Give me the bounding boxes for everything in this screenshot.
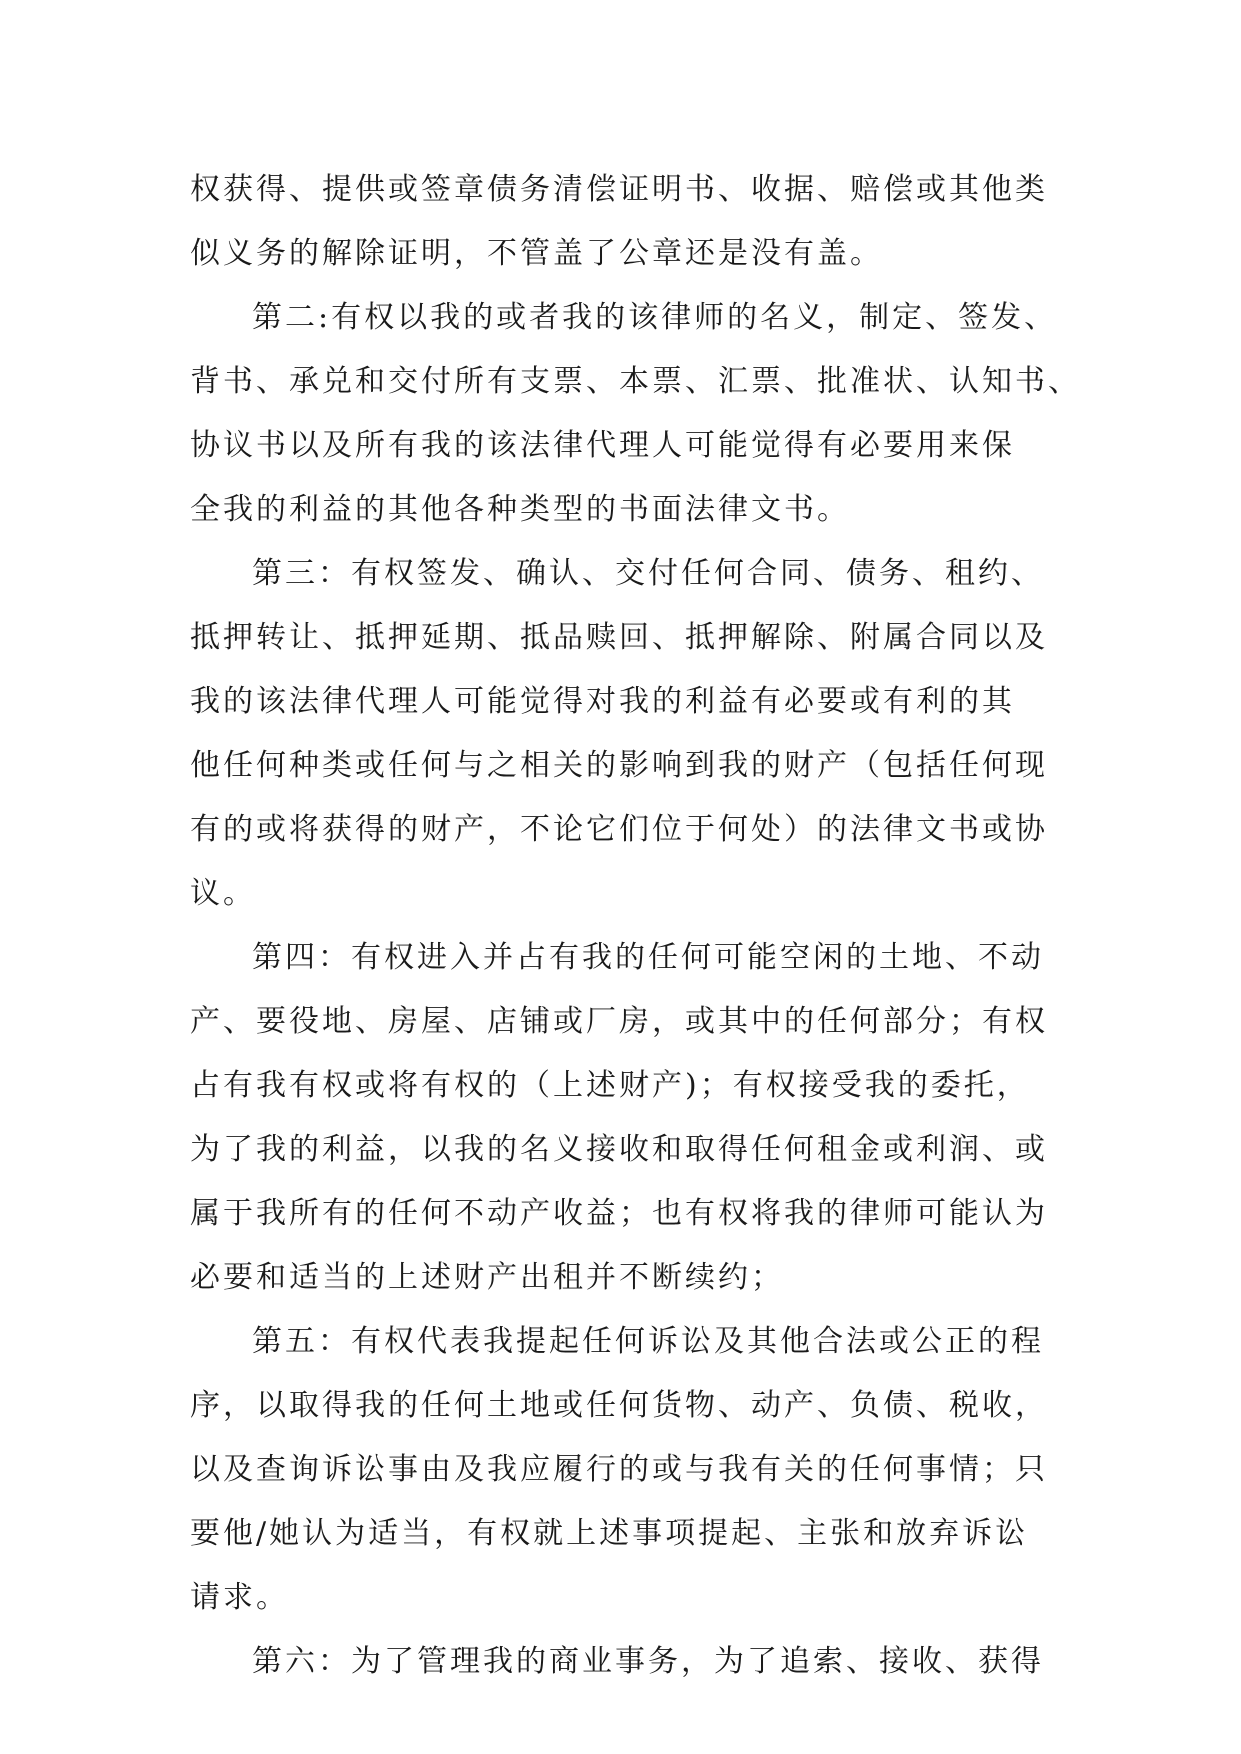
text-line: 第四：有权进入并占有我的任何可能空闲的土地、不动: [252, 940, 1044, 975]
paragraph-clause-3: [190, 542, 1050, 926]
text-line: 第六：为了管理我的商业事务，为了追索、接收、获得: [252, 1644, 1044, 1679]
text-line: 似义务的解除证明，不管盖了公章还是没有盖。: [190, 236, 883, 271]
text-line: 要他/她认为适当，有权就上述事项提起、主张和放弃诉讼: [190, 1516, 1029, 1551]
text-line: 协议书以及所有我的该法律代理人可能觉得有必要用来保: [190, 428, 1015, 463]
text-line: 第二:有权以我的或者我的该律师的名义，制定、签发、: [252, 300, 1058, 335]
text-line: 属于我所有的任何不动产收益；也有权将我的律师可能认为: [190, 1196, 1048, 1231]
text-line: 第五：有权代表我提起任何诉讼及其他合法或公正的程: [252, 1324, 1044, 1359]
text-line: 产、要役地、房屋、店铺或厂房，或其中的任何部分；有权: [190, 1004, 1048, 1039]
paragraph-continuation: [190, 158, 1050, 286]
text-line: 必要和适当的上述财产出租并不断续约；: [190, 1260, 784, 1295]
text-line: 我的该法律代理人可能觉得对我的利益有必要或有利的其: [190, 684, 1015, 719]
text-line: 序，以取得我的任何土地或任何货物、动产、负债、税收，: [190, 1388, 1048, 1423]
text-line: 背书、承兑和交付所有支票、本票、汇票、批准状、认知书、: [190, 364, 1081, 399]
text-line: 请求。: [190, 1580, 289, 1615]
text-line: 有的或将获得的财产，不论它们位于何处）的法律文书或协: [190, 812, 1048, 847]
text-line: 抵押转让、抵押延期、抵品赎回、抵押解除、附属合同以及: [190, 620, 1048, 655]
text-line: 全我的利益的其他各种类型的书面法律文书。: [190, 492, 850, 527]
paragraph-clause-2: [190, 286, 1081, 542]
paragraph-clause-6: [190, 1630, 1050, 1694]
text-line: 以及查询诉讼事由及我应履行的或与我有关的任何事情；只: [190, 1452, 1048, 1487]
paragraph-clause-4: [190, 926, 1050, 1310]
text-line: 第三：有权签发、确认、交付任何合同、债务、租约、: [252, 556, 1044, 591]
text-line: 议。: [190, 876, 256, 911]
document-body: [190, 158, 1081, 1694]
paragraph-clause-5: [190, 1310, 1050, 1630]
text-line: 他任何种类或任何与之相关的影响到我的财产（包括任何现: [190, 748, 1048, 783]
text-line: 占有我有权或将有权的（上述财产)；有权接受我的委托，: [190, 1068, 1030, 1103]
text-line: 权获得、提供或签章债务清偿证明书、收据、赔偿或其他类: [190, 172, 1048, 207]
text-line: 为了我的利益，以我的名义接收和取得任何租金或利润、或: [190, 1132, 1048, 1167]
